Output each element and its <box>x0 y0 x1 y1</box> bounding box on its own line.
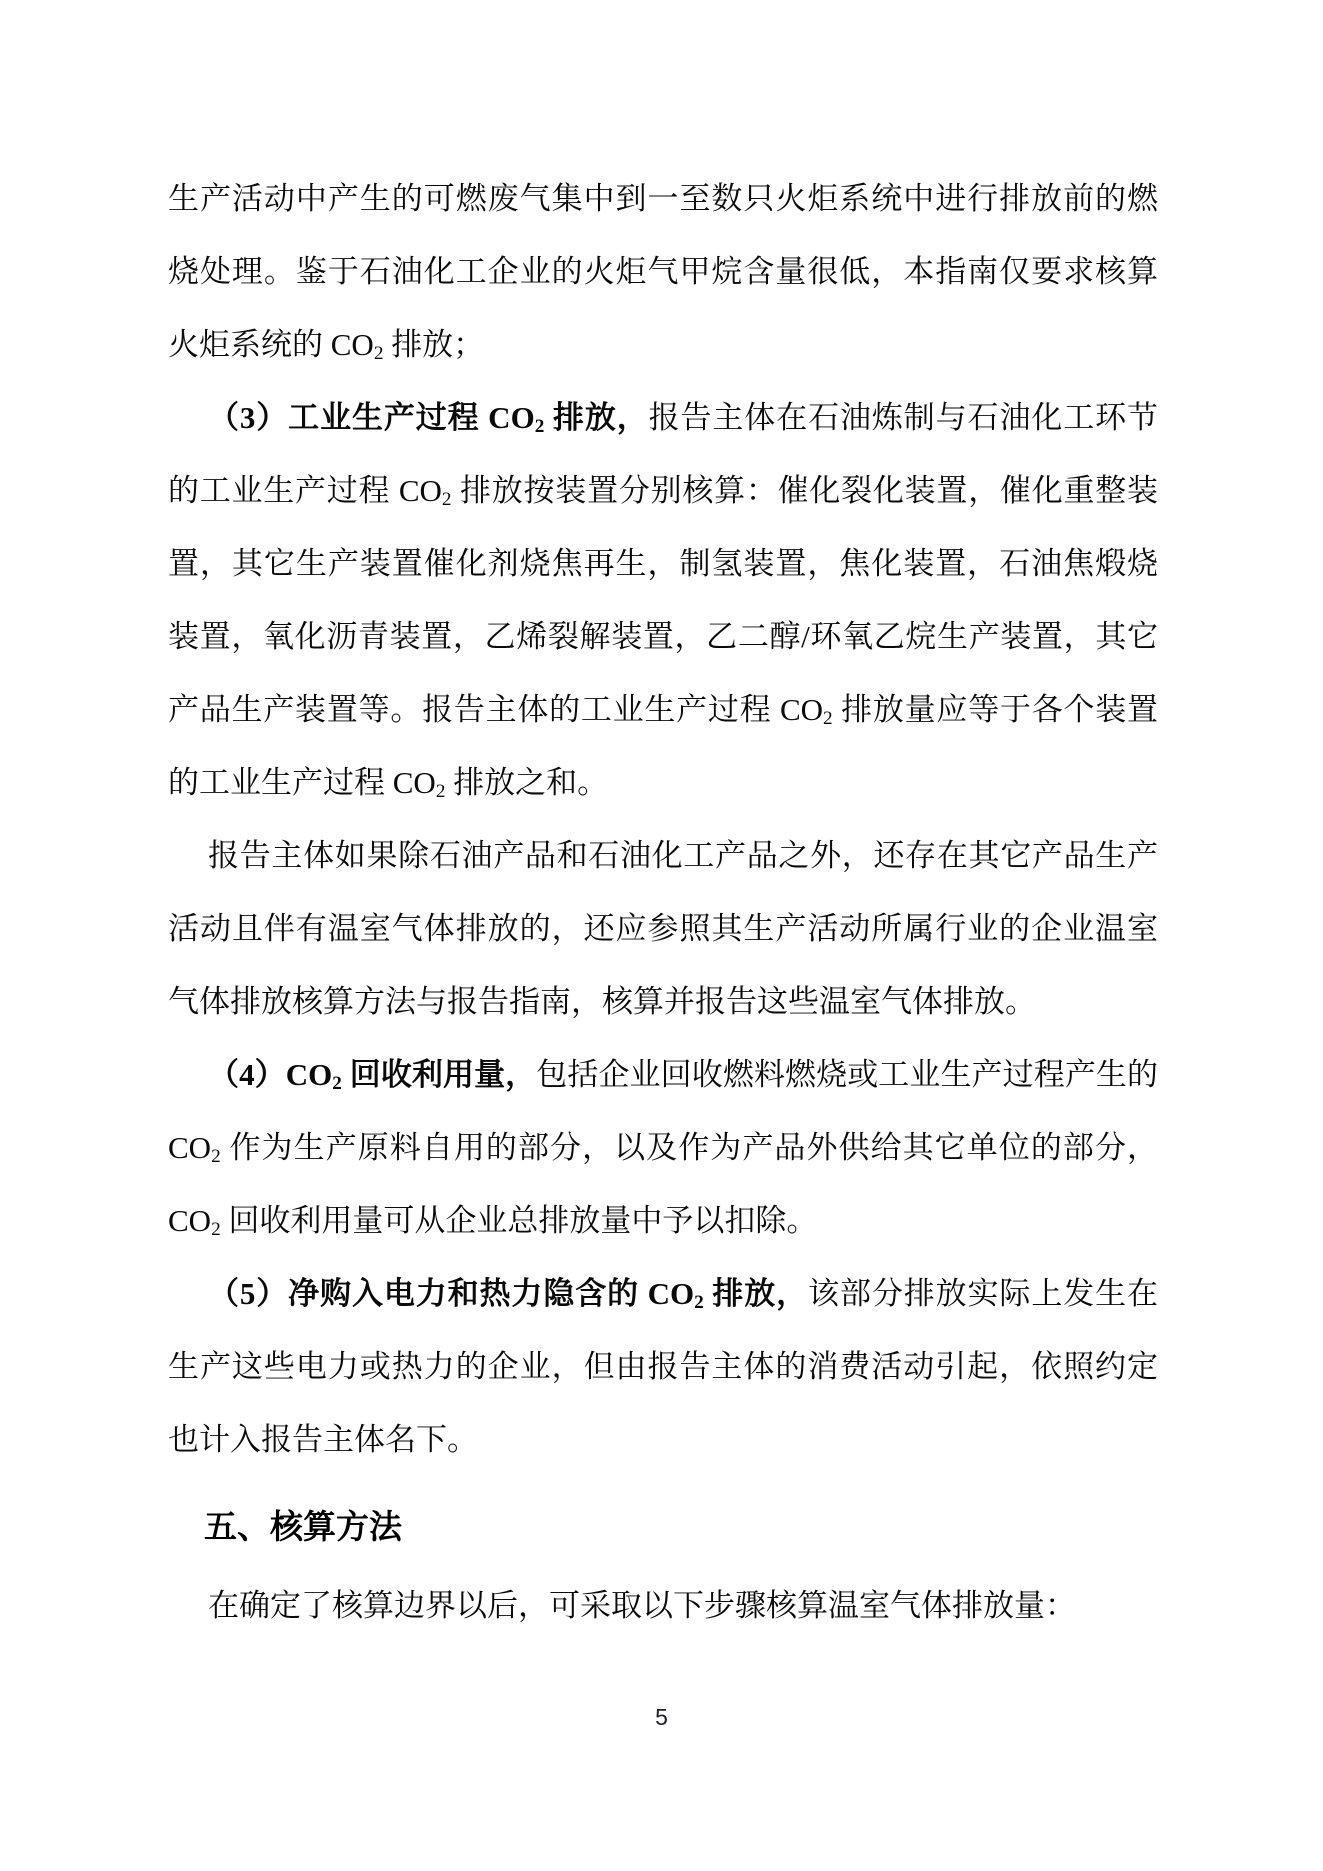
text-run: 回收利用量， <box>341 1057 537 1092</box>
paragraph <box>168 162 1158 381</box>
paragraph <box>168 1257 1158 1476</box>
text-run: 生产活动中产生的可燃废气集中到一至数只火炬系统中进行排放前的燃烧处理。鉴于石油化工企业的火炬气甲烷含量很低，本指南仅要求核算火炬系统的 CO <box>168 181 1158 362</box>
text-run: （3）工业生产过程 CO <box>208 400 535 435</box>
paragraph <box>168 819 1158 1038</box>
text-run: （5）净购入电力和热力隐含的 CO <box>208 1276 695 1311</box>
paragraph <box>168 1038 1158 1257</box>
subscript-run: 2 <box>823 708 833 730</box>
text-run: 包括企业回收燃料燃烧或工业生产过程产生的 CO <box>168 1057 1159 1165</box>
text-run: 在确定了核算边界以后，可采取以下步骤核算温室气体排放量： <box>208 1588 1076 1623</box>
subscript-run: 2 <box>534 416 545 438</box>
paragraph <box>168 381 1158 819</box>
text-run: 排放， <box>544 400 649 435</box>
subscript-run: 2 <box>211 1219 221 1241</box>
subscript-run: 2 <box>373 343 384 365</box>
text-run: 报告主体如果除石油产品和石油化工产品之外，还存在其它产品生产活动且伴有温室气体排放的，还应参照其生产活动所属行业的企业温室气体排放核算方法与报告指南，核算并报告这些温室气体排放。 <box>168 838 1158 1019</box>
text-run: 排放； <box>383 327 485 362</box>
text-run: 该部分排放实际上发生在生产这些电力或热力的企业，但由报告主体的消费活动引起，依照约定也计入报告主体名下。 <box>168 1276 1159 1457</box>
page-number: 5 <box>655 1704 668 1730</box>
text-run: （4）CO <box>208 1057 333 1092</box>
text-run: 排放， <box>703 1276 809 1311</box>
subscript-run: 2 <box>332 1073 342 1095</box>
section-heading <box>168 1490 1158 1563</box>
text-run: 报告主体在石油炼制与石油化工环节的工业生产过程 CO <box>168 400 1159 508</box>
subscript-run: 2 <box>694 1292 704 1314</box>
subscript-run: 2 <box>211 1146 221 1168</box>
paragraph <box>168 1569 1158 1642</box>
text-run: 排放量应等于各个装置的工业生产过程 CO <box>168 692 1158 800</box>
subscript-run: 2 <box>441 489 452 511</box>
text-run: 排放之和。 <box>445 765 609 800</box>
text-run: 排放按装置分别核算：催化裂化装置，催化重整装置，其它生产装置催化剂烧焦再生，制氢装置，焦化装置，石油焦煅烧装置，氧化沥青装置，乙烯裂解装置，乙二醇/环氧乙烷生产装置，其它产品生产装置等。报告主体的工业生产过程 CO <box>168 473 1158 727</box>
text-run: 作为生产原料自用的部分，以及作为产品外供给其它单位的部分，CO <box>168 1130 1158 1238</box>
text-run: 五、核算方法 <box>204 1508 402 1545</box>
subscript-run: 2 <box>435 781 446 803</box>
document-body <box>168 162 1158 1642</box>
text-run: 回收利用量可从企业总排放量中予以扣除。 <box>220 1203 818 1238</box>
